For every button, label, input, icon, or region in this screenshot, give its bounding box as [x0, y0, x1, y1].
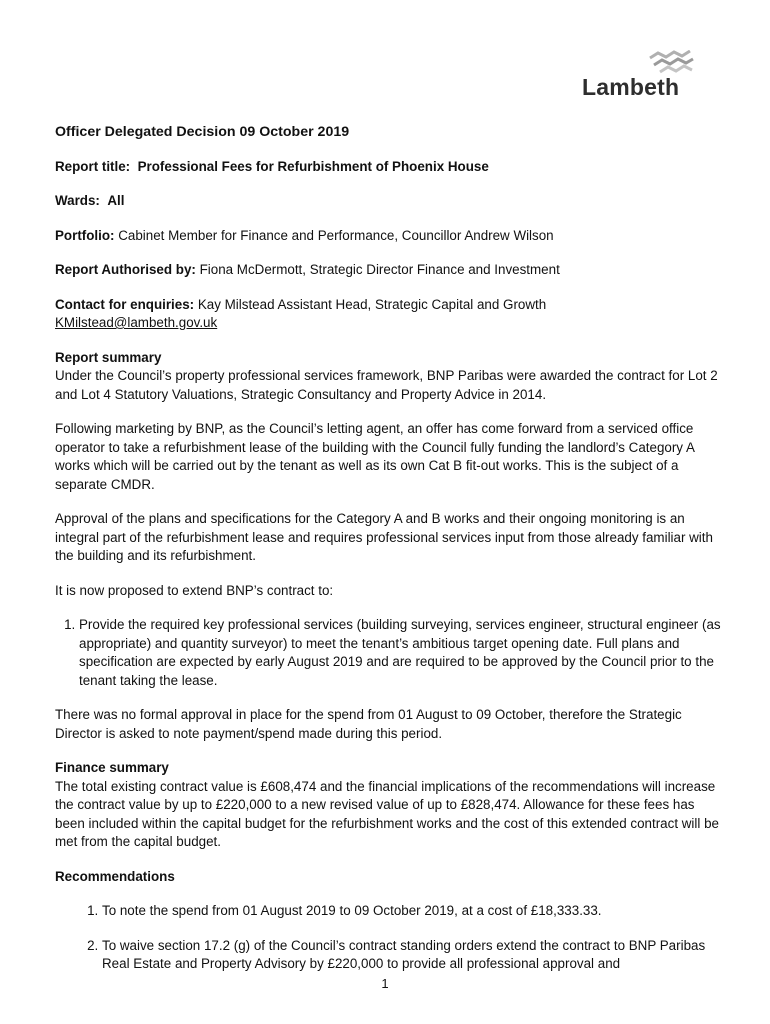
- contact-value: Kay Milstead Assistant Head, Strategic Capital and Growth: [197, 296, 547, 312]
- recommendations-heading: Recommendations: [55, 868, 175, 884]
- contact-email-link[interactable]: KMilstead@lambeth.gov.uk: [55, 315, 218, 330]
- lambeth-wave-logo-icon: [648, 50, 694, 76]
- portfolio-label: Portfolio:: [55, 227, 115, 243]
- report-summary-heading: Report summary: [55, 349, 162, 365]
- summary-paragraph: Under the Council’s property professional services framework, BNP Paribas were awarded the contract for Lot 2 and Lot 4 Statutory Valuations, Strategic Consultancy and Property Advice in 2014.: [55, 368, 718, 402]
- list-item: 1. To note the spend from 01 August 2019 to 09 October 2019, at a cost of £18,333.33.: [102, 902, 727, 921]
- lambeth-logo: [580, 50, 695, 102]
- page-title: Officer Delegated Decision 09 October 2019: [55, 124, 350, 140]
- list-item: 2. To waive section 17.2 (g) of the Council’s contract standing orders extend the contract to BNP Paribas Real Estate and Property Advisory by £220,000 to provide all professional approval and: [102, 937, 727, 974]
- authorised-value: Fiona McDermott, Strategic Director Finance and Investment: [199, 262, 560, 277]
- wards-value: All: [107, 193, 125, 208]
- contact-label: Contact for enquiries:: [55, 296, 195, 312]
- summary-paragraph: Following marketing by BNP, as the Council’s letting agent, an offer has come forward from a serviced office operator to take a refurbishment lease of the building with the Council fully funding the landlord’s Category A works which will be carried out by the tenant as well as its own Cat B fit-out works. This is the subject of a separate CMDR.: [55, 421, 695, 492]
- authorised-line: [55, 261, 727, 280]
- page-number: 1: [381, 976, 389, 991]
- summary-closing: There was no formal approval in place for the spend from 01 August to 09 October, therefore the Strategic Director is asked to note payment/spend made during this period.: [55, 707, 682, 741]
- summary-paragraph: It is now proposed to extend BNP’s contract to:: [55, 582, 334, 598]
- portfolio-value: Cabinet Member for Finance and Performance, Councillor Andrew Wilson: [118, 227, 554, 243]
- lambeth-logo-text: Lambeth: [582, 74, 680, 100]
- report-title-value: Professional Fees for Refurbishment of Phoenix House: [137, 158, 489, 174]
- authorised-label: Report Authorised by:: [55, 262, 196, 277]
- wards-label: Wards:: [55, 193, 100, 208]
- list-item: 1. Provide the required key professional services (building surveying, services engineer, structural engineer (as appropriate) and quantity surveyor) to meet the tenant’s ambitious target opening date. Full plans and specification are expected by early August 2019 and are required to be approved by the Council prior to the tenant taking the lease.: [79, 616, 727, 690]
- summary-paragraph: Approval of the plans and specifications for the Category A and B works and their ongoing monitoring is an integral part of the refurbishment lease and requires professional services input from those already familiar with the building and its refurbishment.: [55, 511, 713, 563]
- contact-line: [55, 296, 727, 333]
- extension-list: [55, 616, 727, 690]
- recommendations-list: [55, 902, 727, 974]
- finance-summary-text: The total existing contract value is £608,474 and the financial implications of the recommendations will increase the contract value by up to £220,000 to a new revised value of up to £828,474. Allowance for these fees has been included within the capital budget for the refurbishment works and the cost of this extended contract will be met from the capital budget.: [55, 778, 719, 849]
- portfolio-line: [55, 227, 727, 246]
- wards-line: [55, 192, 727, 211]
- report-title-line: [55, 158, 727, 177]
- finance-summary-heading: Finance summary: [55, 760, 169, 775]
- document-body: [55, 118, 727, 974]
- report-title-label: Report title:: [55, 158, 131, 174]
